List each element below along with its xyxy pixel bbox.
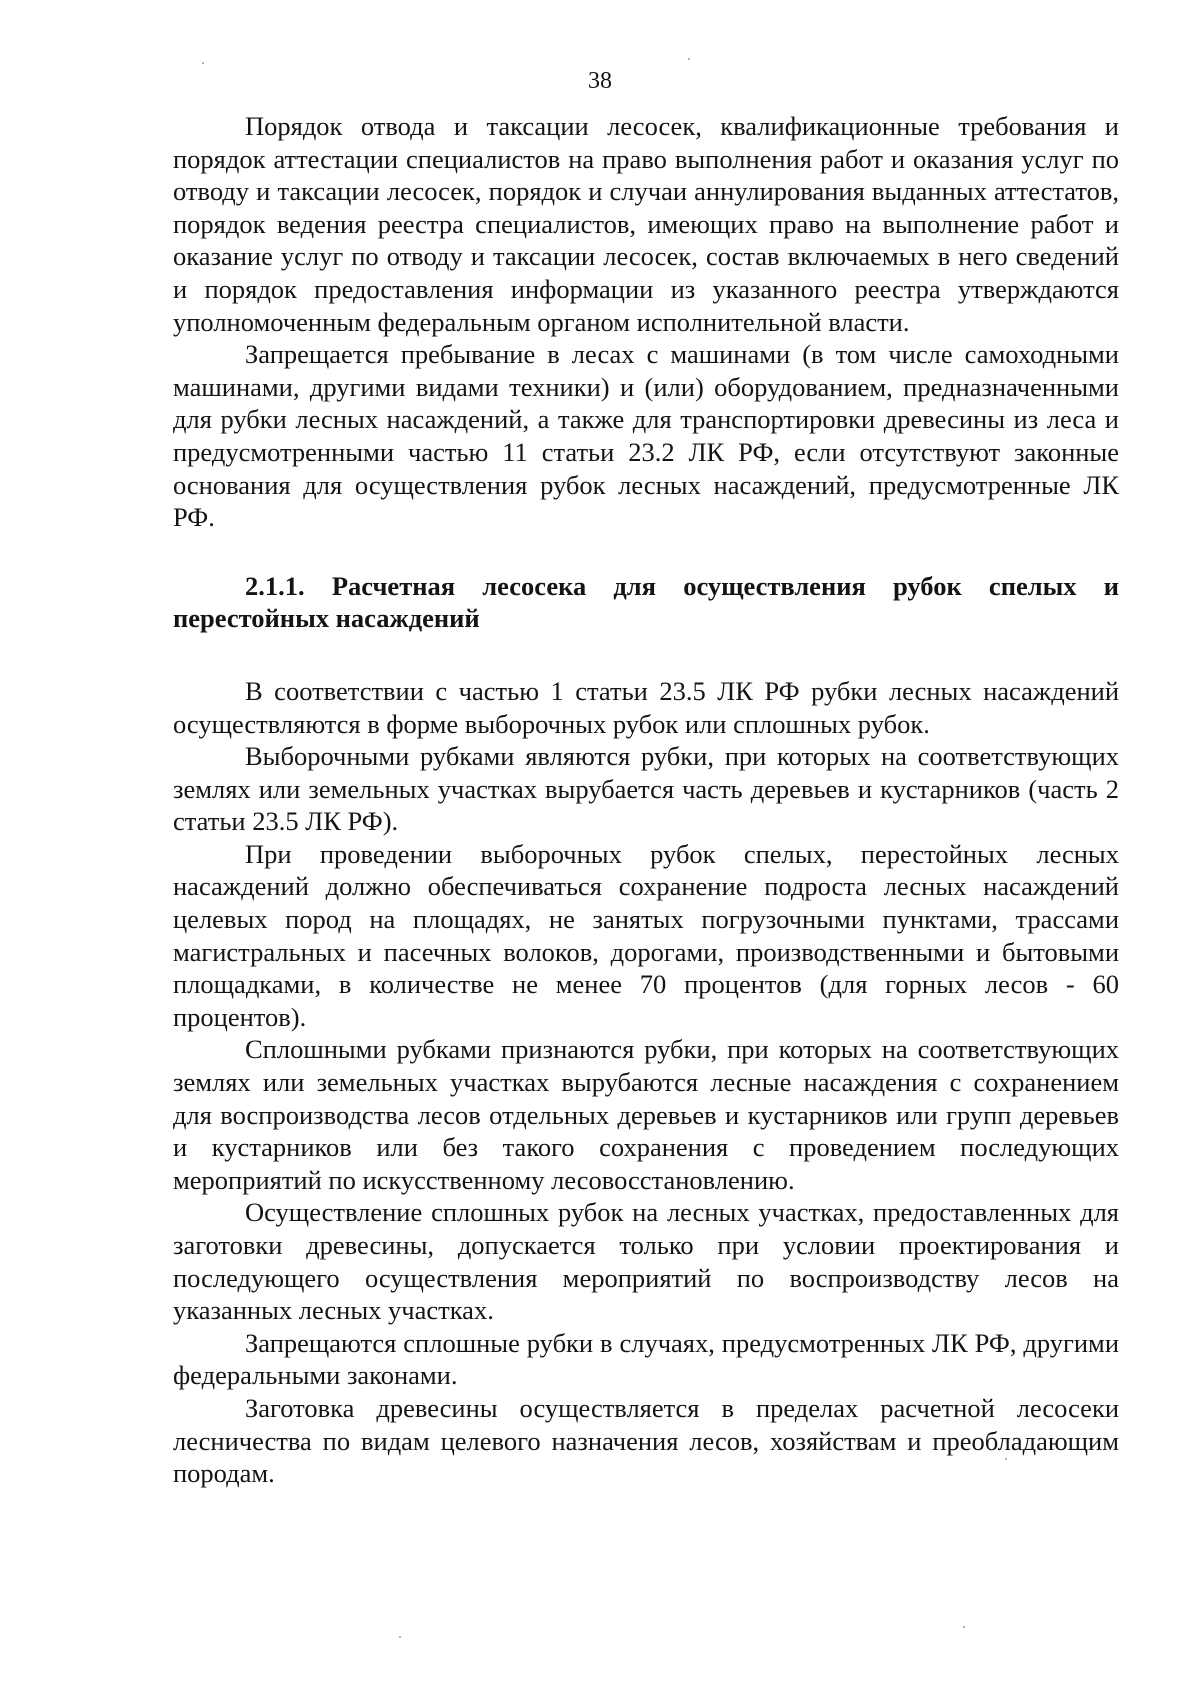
page-number: 38 xyxy=(588,68,612,94)
scan-speck xyxy=(399,1636,401,1638)
document-body xyxy=(173,110,1119,1490)
scan-speck xyxy=(688,58,690,60)
paragraph: При проведении выборочных рубок спелых, перестойных лесных насаждений должно обеспечиваться сохранение подроста лесных насаждений целевых пород на площадях, не занятых погрузочными пунктами, трассами магистральных и пасечных волоков, дорогами, производственными и бытовыми площадками, в количестве не менее 70 процентов (для горных лесов - 60 процентов). xyxy=(173,838,1119,1032)
paragraph: Сплошными рубками признаются рубки, при которых на соответствующих землях или земельных участках вырубаются лесные насаждения с сохранением для воспроизводства лесов отдельных деревьев и кустарников или групп деревьев и кустарников или без такого сохранения с проведением последующих мероприятий по искусственному лесовосстановлению. xyxy=(173,1034,1119,1195)
paragraph: В соответствии с частью 1 статьи 23.5 ЛК РФ рубки лесных насаждений осуществляются в форме выборочных рубок или сплошных рубок. xyxy=(173,675,1119,739)
paragraph: Запрещаются сплошные рубки в случаях, предусмотренных ЛК РФ, другими федеральными законами. xyxy=(173,1327,1119,1391)
paragraph: Порядок отвода и таксации лесосек, квалификационные требования и порядок аттестации специалистов на право выполнения работ и оказания услуг по отводу и таксации лесосек, порядок и случаи аннулирования выданных аттестатов, порядок ведения реестра специалистов, имеющих право на выполнение работ и оказание услуг по отводу и таксации лесосек, состав включаемых в него сведений и порядок предоставления информации из указанного реестра утверждаются уполномоченным федеральным органом исполнительной власти. xyxy=(173,111,1119,337)
section-heading: 2.1.1. Расчетная лесосека для осуществления рубок спелых и перестойных насаждений xyxy=(173,570,1119,634)
paragraph: Заготовка древесины осуществляется в пределах расчетной лесосеки лесничества по видам целевого назначения лесов, хозяйствам и преобладающим породам. xyxy=(173,1392,1119,1489)
paragraph: Выборочными рубками являются рубки, при которых на соответствующих землях или земельных участках вырубается часть деревьев и кустарников (часть 2 статьи 23.5 ЛК РФ). xyxy=(173,741,1119,837)
paragraph: Запрещается пребывание в лесах с машинами (в том числе самоходными машинами, другими видами техники) и (или) оборудованием, предназначенными для рубки лесных насаждений, а также для транспортировки древесины из леса и предусмотренными частью 11 статьи 23.2 ЛК РФ, если отсутствуют законные основания для осуществления рубок лесных насаждений, предусмотренные ЛК РФ. xyxy=(173,339,1119,533)
paragraph: Осуществление сплошных рубок на лесных участках, предоставленных для заготовки древесины, допускается только при условии проектирования и последующего осуществления мероприятий по воспроизводству лесов на указанных лесных участках. xyxy=(173,1197,1119,1326)
scan-speck xyxy=(963,1626,965,1628)
scan-speck xyxy=(1005,1458,1007,1460)
scan-speck xyxy=(202,62,204,64)
